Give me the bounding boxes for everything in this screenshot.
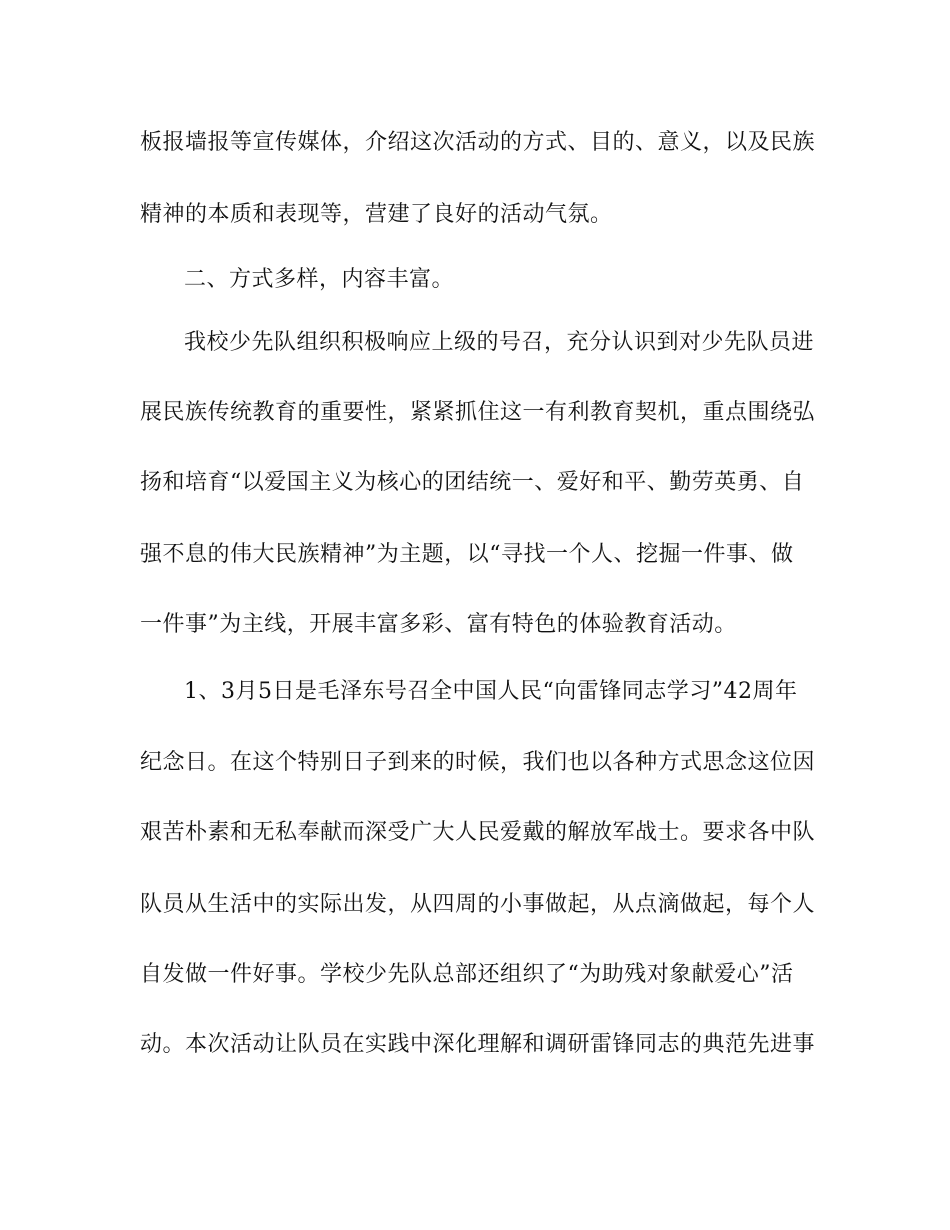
text-line: 队员从生活中的实际出发，从四周的小事做起，从点滴做起，每个人 xyxy=(140,892,816,917)
text-line: 动。本次活动让队员在实践中深化理解和调研雷锋同志的典范先进事 xyxy=(140,1032,816,1057)
text-line: 一件事”为主线，开展丰富多彩、富有特色的体验教育活动。 xyxy=(140,612,737,637)
text-line: 精神的本质和表现等，营建了良好的活动气氛。 xyxy=(140,202,613,227)
text-line: 扬和培育“以爱国主义为核心的团结统一、爱好和平、勤劳英勇、自 xyxy=(140,470,805,495)
text-line: 纪念日。在这个特别日子到来的时候，我们也以各种方式思念这位因 xyxy=(140,750,816,775)
text-line: 展民族传统教育的重要性，紧紧抓住这一有利教育契机，重点围绕弘 xyxy=(140,400,816,425)
text-line: 板报墙报等宣传媒体，介绍这次活动的方式、目的、意义，以及民族 xyxy=(140,130,816,155)
text-line: 艰苦朴素和无私奉献而深受广大人民爱戴的解放军战士。要求各中队 xyxy=(140,820,816,845)
text-line: 我校少先队组织积极响应上级的号召，充分认识到对少先队员进 xyxy=(184,330,815,355)
section-heading: 二、方式多样，内容丰富。 xyxy=(184,267,455,292)
text-line: 强不息的伟大民族精神”为主题，以“寻找一个人、挖掘一件事、做 xyxy=(140,542,794,567)
text-line: 1、3月5日是毛泽东号召全中国人民“向雷锋同志学习”42周年 xyxy=(184,679,798,704)
text-line: 自发做一件好事。学校少先队总部还组织了“为助残对象献爱心”活 xyxy=(140,962,794,987)
